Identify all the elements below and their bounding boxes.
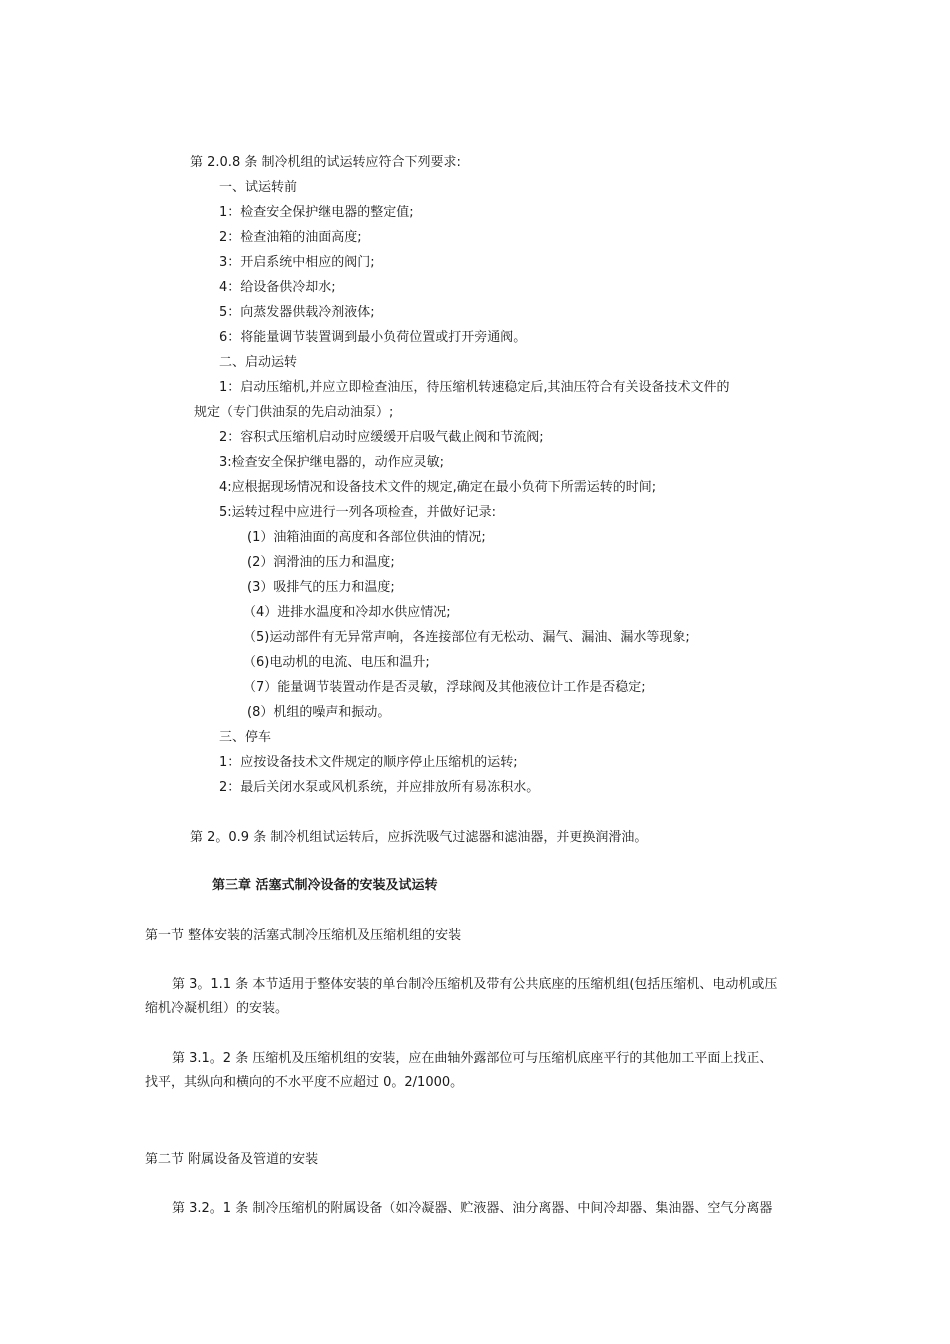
list-item: 4：给设备供冷却水; (219, 280, 336, 295)
section-title-part1: 第一节 整体安装的活塞式制冷压缩机及压缩机组的安装 (145, 928, 462, 943)
check-item: (1）油箱油面的高度和各部位供油的情况; (247, 530, 486, 545)
list-item: 4:应根据现场情况和设备技术文件的规定,确定在最小负荷下所需运转的时间; (219, 480, 657, 495)
list-item: 2：容积式压缩机启动时应缓缓开启吸气截止阀和节流阀; (219, 430, 544, 445)
subsection-title-pre-run: 一、试运转前 (219, 180, 298, 195)
subsection-title-stop: 三、停车 (219, 730, 272, 745)
check-item: (8）机组的噪声和振动。 (247, 705, 391, 720)
clause-2-0-9: 第 2。0.9 条 制冷机组试运转后，应拆洗吸气过滤器和滤油器，并更换润滑油。 (190, 830, 648, 845)
check-item: （5)运动部件有无异常声响，各连接部位有无松动、漏气、漏油、漏水等现象; (243, 630, 690, 645)
list-item: 1：启动压缩机,并应立即检查油压，待压缩机转速稳定后,其油压符合有关设备技术文件的 (219, 380, 730, 395)
clause-heading-2-0-8: 第 2.0.8 条 制冷机组的试运转应符合下列要求: (190, 155, 461, 170)
clause-3-2-1-line1: 第 3.2。1 条 制冷压缩机的附属设备（如冷凝器、贮液器、油分离器、中间冷却器、集油器、空气分离器 (172, 1201, 773, 1216)
subsection-title-start-run: 二、启动运转 (219, 355, 298, 370)
list-item-continuation: 规定（专门供油泵的先启动油泵）; (194, 405, 394, 420)
check-item: （7）能量调节装置动作是否灵敏，浮球阀及其他液位计工作是否稳定; (243, 680, 646, 695)
clause-3-1-1-line1: 第 3。1.1 条 本节适用于整体安装的单台制冷压缩机及带有公共底座的压缩机组(包括压缩机、电动机或压 (172, 977, 778, 992)
clause-3-1-2-line1: 第 3.1。2 条 压缩机及压缩机组的安装，应在曲轴外露部位可与压缩机底座平行的其他加工平面上找正、 (172, 1051, 773, 1066)
list-item: 1：应按设备技术文件规定的顺序停止压缩机的运转; (219, 755, 518, 770)
section-title-part2: 第二节 附属设备及管道的安装 (145, 1152, 319, 1167)
clause-3-1-1-line2: 缩机冷凝机组）的安装。 (145, 1001, 289, 1016)
list-item: 6：将能量调节装置调到最小负荷位置或打开旁通阀。 (219, 330, 527, 345)
check-item: (2）润滑油的压力和温度; (247, 555, 395, 570)
check-item: （4）进排水温度和冷却水供应情况; (243, 605, 451, 620)
list-item: 2：最后关闭水泵或风机系统，并应排放所有易冻积水。 (219, 780, 540, 795)
list-item: 2：检查油箱的油面高度; (219, 230, 362, 245)
chapter-title: 第三章 活塞式制冷设备的安装及试运转 (212, 878, 438, 893)
list-item: 3:检查安全保护继电器的，动作应灵敏; (219, 455, 445, 470)
list-item: 3：开启系统中相应的阀门; (219, 255, 375, 270)
list-item: 1：检查安全保护继电器的整定值; (219, 205, 414, 220)
clause-3-1-2-line2: 找平，其纵向和横向的不水平度不应超过 0。2/1000。 (145, 1075, 464, 1090)
check-item: （6)电动机的电流、电压和温升; (243, 655, 430, 670)
list-item: 5：向蒸发器供载冷剂液体; (219, 305, 375, 320)
check-item: (3）吸排气的压力和温度; (247, 580, 395, 595)
list-item: 5:运转过程中应进行一列各项检查，并做好记录: (219, 505, 497, 520)
